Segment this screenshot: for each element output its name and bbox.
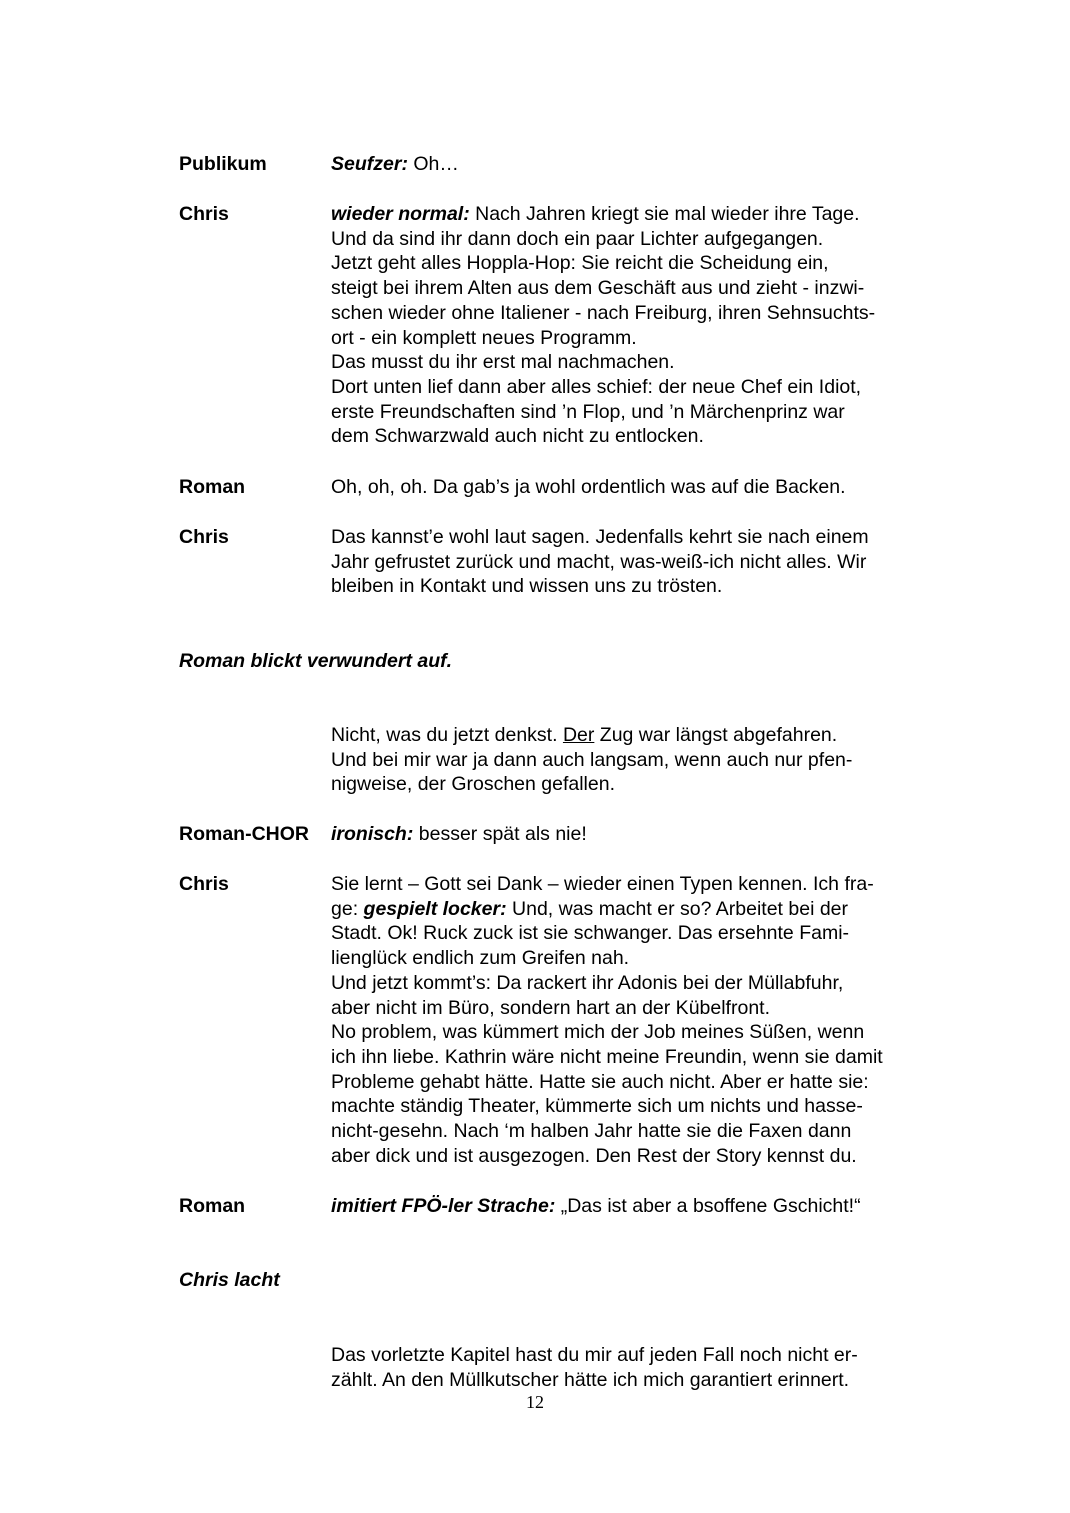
emphasized-word: Der: [562, 724, 595, 746]
dialogue-line: Das musst du ihr erst mal nachmachen.: [331, 351, 675, 374]
dialogue-line: dem Schwarzwald auch nicht zu entlocken.: [331, 425, 704, 448]
dialogue-text: [331, 822, 971, 847]
page-number: 12: [526, 1392, 544, 1412]
dialogue-line: ich ihn liebe. Kathrin wäre nicht meine Freundin, wenn sie damit: [331, 1045, 883, 1068]
dialogue-line: ort - ein komplett neues Programm.: [331, 326, 637, 349]
dialogue-line: erste Freundschaften sind ’n Flop, und ’n Märchenprinz war: [331, 400, 845, 423]
dialogue-line: Zug war längst abgefahren.: [594, 724, 838, 746]
dialogue-line: aber nicht im Büro, sondern hart an der Kübelfront.: [331, 996, 770, 1019]
dialogue-line: Und bei mir war ja dann auch langsam, wenn auch nur pfen-: [331, 748, 853, 771]
dialogue-line: Und jetzt kommt’s: Da rackert ihr Adonis bei der Müllabfuhr,: [331, 971, 844, 994]
dialogue-line: Nach Jahren kriegt sie mal wieder ihre Tage.: [469, 203, 860, 225]
dialogue-line: ge:: [331, 897, 364, 920]
dialogue-text: [331, 475, 971, 500]
dialogue-line: nigweise, der Groschen gefallen.: [331, 773, 615, 796]
dialogue-line: Probleme gehabt hätte. Hatte sie auch nicht. Aber er hatte sie:: [331, 1070, 869, 1093]
dialogue-line: Das vorletzte Kapitel hast du mir auf jeden Fall noch nicht er-: [331, 1344, 858, 1366]
dialogue-line: Und, was macht er so? Arbeitet bei der: [506, 897, 849, 920]
dialogue-line: nicht-gesehn. Nach ‘m halben Jahr hatte sie die Faxen dann: [331, 1120, 852, 1143]
dialogue-line: Stadt. Ok! Ruck zuck ist sie schwanger. Das ersehnte Fami-: [331, 922, 850, 945]
speaker-name: Chris: [179, 203, 229, 225]
dialogue-line: machte ständig Theater, kümmerte sich um nichts und hasse-: [331, 1095, 863, 1118]
dialogue-text: [331, 872, 971, 1168]
dialogue-text: [331, 723, 971, 797]
dialogue-line: No problem, was kümmert mich der Job meines Süßen, wenn: [331, 1021, 865, 1044]
stage-direction: gespielt locker:: [363, 897, 507, 920]
dialogue-line: Jahr gefrustet zurück und macht, was-weiß-ich nicht alles. Wir: [331, 550, 867, 573]
speaker-name: Publikum: [179, 153, 267, 175]
dialogue-text: [331, 152, 971, 177]
dialogue-text: [331, 1343, 971, 1392]
stage-direction: Seufzer:: [331, 153, 408, 175]
speaker-name: Roman: [179, 476, 246, 498]
dialogue-line: schen wieder ohne Italiener - nach Freiburg, ihren Sehnsuchts-: [331, 301, 876, 324]
stage-direction: ironisch:: [331, 823, 414, 845]
dialogue-line: Oh, oh, oh. Da gab’s ja wohl ordentlich was auf die Backen.: [331, 476, 846, 498]
stage-direction: Chris lacht: [179, 1269, 280, 1291]
dialogue-line: besser spät als nie!: [413, 823, 587, 845]
dialogue-line: Jetzt geht alles Hoppla-Hop: Sie reicht die Scheidung ein,: [331, 252, 829, 275]
dialogue-line: lienglück endlich zum Greifen nah.: [331, 947, 630, 970]
dialogue-text: [331, 202, 971, 449]
dialogue-line: aber dick und ist ausgezogen. Den Rest der Story kennst du.: [331, 1144, 857, 1167]
dialogue-line: Nicht, was du jetzt denkst.: [331, 724, 563, 746]
stage-direction: imitiert FPÖ-ler Strache:: [331, 1195, 556, 1217]
speaker-name: Chris: [179, 873, 229, 895]
speaker-name: Chris: [179, 526, 229, 548]
dialogue-line: Dort unten lief dann aber alles schief: der neue Chef ein Idiot,: [331, 375, 862, 398]
speaker-name: Roman: [179, 1195, 246, 1217]
dialogue-line: zählt. An den Müllkutscher hätte ich mich garantiert erinnert.: [331, 1368, 850, 1391]
dialogue-text: [331, 525, 971, 599]
dialogue-text: [331, 1194, 971, 1219]
stage-direction: Roman blickt verwundert auf.: [179, 650, 453, 672]
dialogue-line: „Das ist aber a bsoffene Gschicht!“: [555, 1195, 861, 1217]
dialogue-line: Oh…: [407, 153, 459, 175]
speaker-name: Roman-CHOR: [179, 823, 309, 845]
dialogue-line: Sie lernt – Gott sei Dank – wieder einen Typen kennen. Ich fra-: [331, 873, 874, 895]
dialogue-line: steigt bei ihrem Alten aus dem Geschäft aus und zieht - inzwi-: [331, 277, 865, 300]
stage-direction: wieder normal:: [331, 203, 470, 225]
dialogue-line: Und da sind ihr dann doch ein paar Lichter aufgegangen.: [331, 227, 824, 250]
dialogue-line: bleiben in Kontakt und wissen uns zu trösten.: [331, 575, 723, 598]
dialogue-line: Das kannst’e wohl laut sagen. Jedenfalls kehrt sie nach einem: [331, 526, 869, 548]
